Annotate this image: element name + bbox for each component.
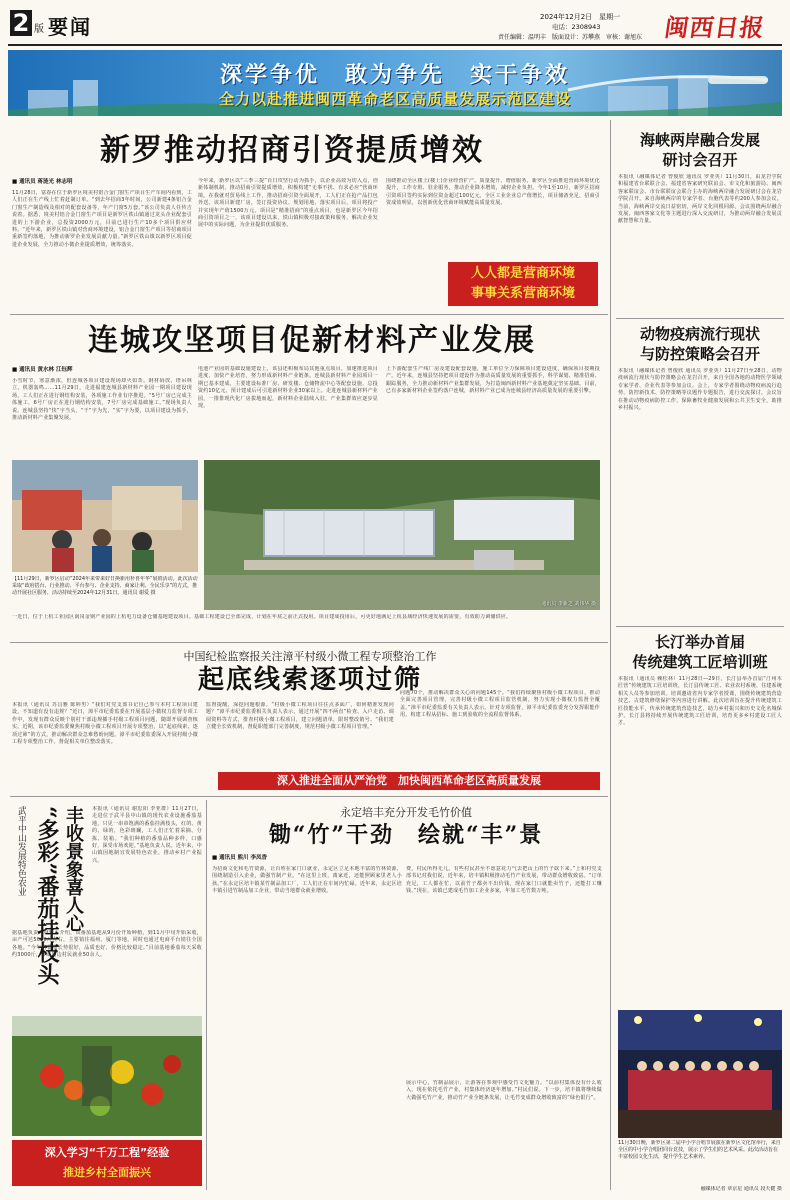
article-2-tail: 一近日，位于上杭工业园区南岗金钢产业园的上杭电力设备仓储基地建设项目。基础工程建设已全部完成，计划在年底之前正式投用。项目建成投用后，可更好地满足上杭县域经济快速发展的需要，有效助力调储供应。: [12, 614, 512, 620]
divider-3: [10, 796, 608, 797]
page-unit: 版: [34, 24, 44, 35]
side-divider-1: [616, 318, 784, 319]
photo-2-credit: 通讯员 李新芝 刘伟华 摄: [541, 601, 596, 607]
slogan-line-1: 人人都是营商环境: [470, 266, 575, 281]
masthead: [0, 0, 790, 46]
article-4-kicker: 永定培丰充分开发毛竹价值: [340, 806, 472, 819]
side-2-title-2: 与防控策略会召开: [639, 345, 760, 363]
callout-line-2: 推进乡村全面振兴: [63, 1166, 151, 1179]
newspaper-logo: 闽西日报: [662, 13, 767, 42]
photo-tomato-harvest: [12, 1016, 202, 1136]
photo-choir-illustration: [618, 1010, 782, 1138]
callout-line-1: 深入学习“千万工程”经验: [44, 1146, 170, 1159]
article-5-title-1: 丰收景象喜人心: [63, 806, 84, 932]
article-1-col-3: 围绕推动全区楼上(楼上)企业经营扩产、质量提升、增值服务，新罗区全面推进营商环境优化提升，工作专班、驻企服务，推动企业降本增效，减轻企业负担。今年1至10月，新罗区招商引资项目签约实际到位资金超过100亿元，全区工业企业总产值增长，项目储备充足，招商引资成效明显，以创新优化营商环境赋能高质量发展。: [386, 178, 600, 207]
article-4-byline: ■ 通讯员 熊川 李凤香: [212, 855, 267, 861]
article-3-col-2: 监督提醒，深挖问题根源。“村级小微工程项目往往点多面广，如何精准发现问题？”漳平市纪委监委相关负责人表示，通过开展“四不两直”检查、入户走访、调阅资料等方式，排查村级小微工程项目，建立问题清单，限时整改销号。“我们建立健全长效机制，督促职能部门完善制度，规范村级小微工程项目管理。”: [206, 702, 394, 731]
photo-aerial-illustration: [204, 460, 600, 610]
contact-phone: 电话：2308943: [552, 23, 601, 31]
article-3-col-1: 本报讯（通讯员 苏昌雅 陈婷男）“我们对党支部书记自己参与本村工程项目建设，不知道有没有违规？”近日，漳平市纪委监委在开展基层小微权力监督专项工作中，发现有群众反映个别村干部违规插手村级工程项目问题，随即开展调查核实。近期，该市纪委监委聚焦村级小微工程项目开展专项整治，以“起底线索、逐项过筛”的方式，推动解决群众急难愁盼问题。漳平市纪委监委深入开展村级小微工程专项整治工作，督促相关单位整改落实。: [12, 702, 198, 746]
photo-market-event: [12, 460, 198, 572]
article-5-title-2: “多彩”番茄挂枝头: [34, 806, 60, 986]
photo-industrial-park-aerial: [204, 460, 600, 610]
article-5-kicker: 武平中山发展特色农业: [16, 806, 26, 896]
side-1-title-2: 研讨会召开: [662, 151, 738, 169]
masthead-rule: [8, 44, 782, 46]
banner-line-1: 深学争优 敢为争先 实干争效: [219, 62, 570, 88]
issue-date: 2024年12月2日 星期一: [540, 13, 621, 21]
side-1-text: 本报讯（融媒体记者 曾俊欣 通讯员 罗亚英）11月30日，由龙岩学院和福建省台联联合会、福建省客家研究联谊会、市文化和旅游局、闽西客家联谊会、市台联联谊会联合主办的海峡两岸融合发展研讨会在龙岩学院召开。来自海峡两岸的专家学者、台胞代表等约200人参加会议。当前，海峡两岸交流日益密切，两岸文化同根同源。会议围绕两岸融合发展、闽西客家文化等主题进行深入交流研讨，为推动两岸融合发展贡献智慧和力量。: [618, 174, 782, 225]
article-2-col-1: 小雪时节，寒意渐浓，但连城各项目建设现场却火如荼。钢材码放、塔吊林立，机器轰鸣……11月29日，走进福建连城县新材料产业园一期项目建设现场，工人们正在进行钢结构安装，各项施工作业有序推进。“5号厂房已完成主体施工，6号厂房正在进行钢结构安装，7号厂房完成基础施工。”现场负责人说。连城县坚持“快”字当头，“干”字为先，“实”字为要，以项目建设为抓手，推动新材料产业集聚发展。: [12, 378, 192, 422]
photo-choir-caption: 11月30日晚，新罗区第二届中小学合唱节展演在新罗区文化馆举行，来自全区的中小学合唱团同台竞技，展示了学生们的艺术风采。此次活动旨在丰富校园文化生活，提升学生艺术素养。: [618, 1140, 781, 1160]
side-1-title-1: 海峡两岸融合发展: [639, 131, 760, 149]
article-2-byline: ■ 通讯员 黄水林 江钰辉: [12, 367, 73, 373]
side-3-title-2: 传统建筑工匠培训班: [632, 653, 768, 671]
article-3-kicker: 中国纪检监察报关注漳平村级小微工程专项整治工作: [183, 650, 437, 663]
article-1-title: 新罗推动招商引资提质增效: [100, 133, 484, 168]
side-divider-2: [616, 626, 784, 627]
article-1-col-1: 11月28日，富春在位于新罗区境美村铝合金门窗生产项目生产车间内看到，工人们正在生产线上忙着赶制订单。“到去年招商3年时间，公司新建4条铝合金门窗生产制造线及相对的配套设备等，年产门窗5万套。”该公司负责人任传吉说着。据悉，境美村铝合金门窗生产项目是新罗区铁山镇通过龙头企业配套引进的上下游企业，总投资2000万元，目前已进行生产10多个项目供应材料。“近年来，新罗区铁山镇对营商环境建设，铝合金门窗生产项目等招商项目重新签约落地，为推动新罗企业发展贡献力量。”新罗区铁山镇以新罗区项目促进企业发展，全力推动小微企业提质增效，统筹落实。: [12, 190, 192, 248]
divider-2: [10, 642, 608, 643]
photo-1-caption: 【11月29日，新罗区启动“2024年来带来好日换新用补喜年华”展销活动。此次活动采取“政府搭台、行业推动、平台参与、企业支持、商家让利、全民乐享”的方式，推动开展社区服务，活动持续至2024年12月31日。通讯员 谢爱 摄: [12, 576, 198, 596]
article-3-col-3: 问题70个，推动解决群众关心的问题145个。“我们持续聚焦村级小微工程项目，推动全面完善项目管理，完善村级小微工程项目监管机制，努力实现小微权力监督全覆盖。”漳平市纪委监委有关负责人表示。针对专项监督，漳平市纪委监委充分发挥职能作用，构建工程从招标、施工到验收的全流程监督体系。: [400, 690, 600, 719]
top-banner: [8, 50, 782, 116]
article-4-col-2: 费，村民所得无几。有些村民甚至不愿意花力气去把山上的竹子砍下来。”上和村党支部书记对我们说，近年来，培丰镇积极推动毛竹产业发展，带动群众增收致富。“订单充足，工人都在忙，以前竹子都卖不出价钱，现在家门口就能卖竹子，还能打工赚钱。”现在，该镇已建成毛竹加工企业多家，年加工毛竹数万吨。: [406, 866, 602, 895]
divider-vertical-left: [206, 800, 207, 1190]
photo-tomato-illustration: [12, 1016, 202, 1136]
page-number: 2: [12, 9, 30, 37]
side-3-title-1: 长汀举办首届: [654, 633, 745, 651]
photo-market-illustration: [12, 460, 198, 572]
slogan-box: [448, 262, 598, 306]
section-title: 要闻: [48, 15, 92, 39]
bottom-slogan-banner: 深入推进全面从严治党 加快闽西革命老区高质量发展: [218, 772, 600, 790]
photo-choir-credit: 融媒体记者 章京星 通讯员 段天健 摄: [700, 1186, 782, 1192]
article-1-col-2: 今年来，新罗区以“三季三提”百日攻坚行动为抓手，以企业高效为切入点，创新体制机制，推动招商引资提质增效，积极构建“无事不扰、有求必应”营商环境。在我就对贸易线上工作，推动招商引资全面展开，工人们正在抢产品打包外送。该项目新建厂房，签订投资协议、规划用地、落实项目后，项目将投产并实现年产值1500万元。项目是“精准招商”的重点项目，也是新罗区今年招商引资项目之一，该项目建设以来，铁山镇积极对接政策和服务，解决企业发展中的实际问题，为企业提供优质服务。: [198, 178, 378, 229]
article-4-col-1: 为招商文化和毛竹资源，让百姓在家门口就业，永定区立足本地丰富的竹林资源，围绕制造引入企业，做强竹制产业。“在这里上班，离家近，还能照顾家里老人小孩。”在永定区培丰镇某竹制品加工厂，工人们正在车间内忙碌。近年来，永定区培丰镇引进竹制品加工企业，带动当地群众就业增收。: [212, 866, 402, 895]
article-2-col-2: 电池产业园的基础设施建设上，该县还积极布局其他重点项目，加速推进项目进度、加快产业培育，努力形成新材料产业链条。连城县新材料产业园项目一期已基本建成，主要建设标准厂房、研发楼、仓储物流中心等配套设施，总投资约10亿元，预计建成后可引进新材料企业30家以上。走进连城县新材料产业园，一排排现代化厂房拔地而起，新材料企业陆续入驻，产业集群效应逐步显现。: [198, 366, 378, 410]
article-1-byline: ■ 通讯员 蒋涟光 林志明: [12, 179, 73, 185]
divider-vertical-right: [610, 120, 611, 1190]
divider-1: [10, 314, 608, 315]
article-4-title: 锄“竹”干劲 绘就“丰”景: [268, 822, 544, 848]
banner-line-2: 全力以赴推进闽西革命老区高质量发展示范区建设: [218, 90, 571, 108]
article-4-col-3: 展示中心，竹制品展示，让游客在参观中感受竹文化魅力。“以前村集体没有什么收入，现在依托毛竹产业，村集体经济逐年增加。”村民们说。下一步，培丰镇将继续做大做强毛竹产业，推动竹产业全链条发展，让毛竹变成群众增收致富的“绿色银行”。: [406, 1080, 602, 1101]
slogan-line-2: 事事关系营商环境: [470, 286, 575, 301]
photo-choir-performance: [618, 1010, 782, 1138]
article-2-title: 连城攻坚项目促新材料产业发展: [88, 323, 536, 358]
side-2-title-1: 动物疫病流行现状: [639, 325, 760, 343]
editor-credits: 责任编辑：温明丰 版面设计：苏攀燕 审核：谢旭东: [498, 34, 643, 41]
article-3-title: 起底线索逐项过筛: [197, 665, 422, 695]
side-2-text: 本报讯（融媒体记者 曾俊欣 通讯员 罗亚英）11月27日至28日，动物疫病流行现状与防控策略会在龙岩召开，来自全国各地的动物医学领域专家学者、企业代表等参加会议。会上，专家学者围绕动物疫病流行趋势、防控新技术、防控策略等议题作专题报告，进行交流探讨。会议旨在推动动物疫病防控工作，保障畜牧业健康发展和公共卫生安全，助推乡村振兴。: [618, 368, 782, 412]
callout-rural-revitalization: [12, 1140, 202, 1186]
article-2-col-3: 上下游配套生产线厂房及建设配套设施，施工单位全力保障项目建设进度，确保项目按期投产。近年来，连城县坚持把项目建设作为推动高质量发展的重要抓手，科学谋划、精准招商、跟踪服务，全力推动新材料产业集群发展，为打造闽西新材料产业基地奠定坚实基础。目前，已有多家新材料企业签约落户连城，新材料产业已成为连城县经济高质量发展的重要引擎。: [386, 366, 600, 395]
article-5-col-1: 本报讯（通讯员 谢思阳 李亚群）11月27日，走进位于武平县中山镇的现代农业设施番茄基地，只见一串串饱满的番茄挂满枝头，红的、黄的、绿的，色彩斑斓，工人们正忙着采摘、分拣、装箱。“我们种植的番茄品种多样，口感好，深受市场欢迎。”基地负责人说。近年来，中山镇因地制宜发展特色农业，推动乡村产业振兴。: [92, 806, 202, 864]
article-5-col-2: 据基地负责人林魁平介绍，该番茄基地从9月份开始种植，到11月中旬开始采收，亩产可达5000斤左右，主要销往福州、厦门等地，同时也通过电商平台销往全国各地。“今年的番茄长势很好，品质也好，价格比较稳定。”目前基地番茄每天采收约3000斤，带动周边村民就业50余人。: [12, 930, 202, 959]
side-3-text: 本报讯（通讯员 赖松林）11月28日—29日，长汀县举办首届“汀州木匠营”传统建筑工匠培训班，长汀县传统工匠、农业农村系统、住建系统相关人员等参加培训。培训邀请省内专家学者授课，围绕传统建筑营造技艺、古建筑修缮保护等内容进行讲解。此次培训旨在提升传统建筑工匠技能水平，传承传统建筑营造技艺，助力乡村振兴和历史文化名城保护。长汀县将持续开展传统建筑工匠培训，培育更多乡村建设工匠人才。: [618, 676, 782, 727]
